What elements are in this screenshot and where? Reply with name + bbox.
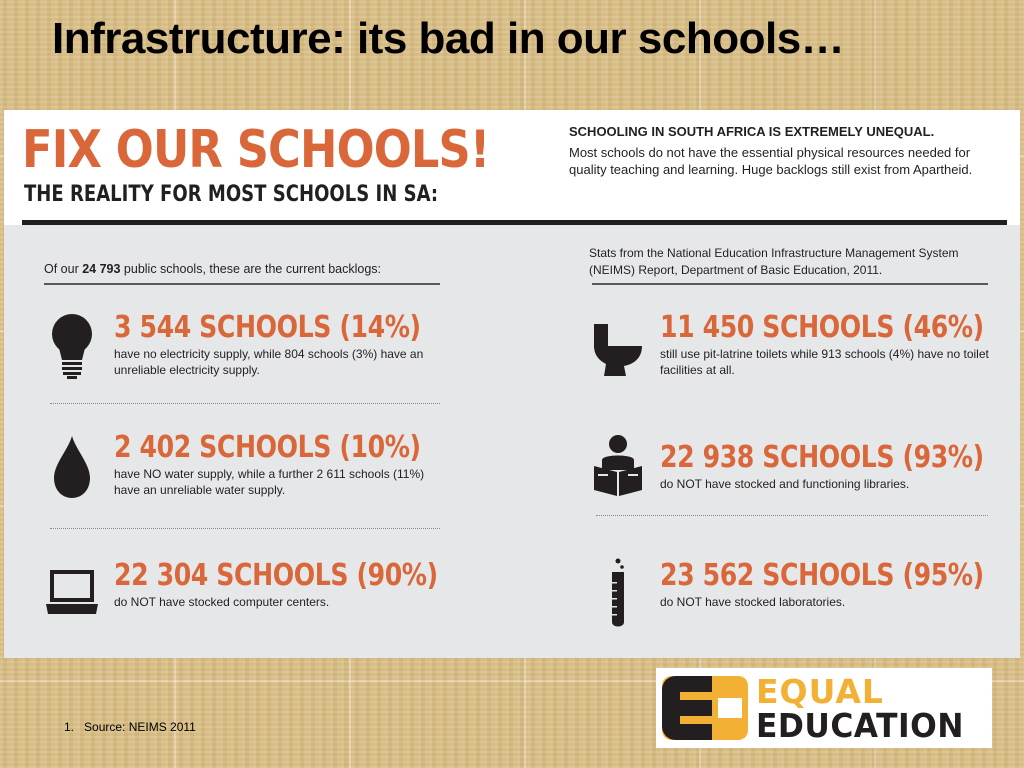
stat-headline: 11 450 SCHOOLS (46%) xyxy=(660,310,984,345)
stat-headline: 3 544 SCHOOLS (14%) xyxy=(114,310,421,345)
toilet-icon xyxy=(590,310,646,382)
equal-education-logo xyxy=(656,668,992,748)
intro-prefix: Of our xyxy=(44,262,83,276)
intro-text xyxy=(44,262,381,276)
unequal-body: Most schools do not have the essential physical resources needed for quality teaching and learning. Huge backlogs still exist from Apartheid. xyxy=(569,145,973,177)
water-drop-icon xyxy=(44,430,100,502)
stat-headline: 23 562 SCHOOLS (95%) xyxy=(660,558,984,593)
left-divider xyxy=(44,283,440,285)
stat-libraries xyxy=(590,430,1000,510)
footnote-number: 1. xyxy=(64,720,75,734)
right-divider xyxy=(592,283,988,285)
lightbulb-icon xyxy=(44,310,100,382)
stat-toilets xyxy=(590,310,1000,390)
stats-panel xyxy=(4,225,1020,658)
infographic-poster xyxy=(4,110,1020,658)
stat-headline: 2 402 SCHOOLS (10%) xyxy=(114,430,421,465)
poster-header xyxy=(4,110,1020,222)
footnote xyxy=(64,720,196,734)
footnote-text: Source: NEIMS 2011 xyxy=(84,720,196,734)
stat-detail: have no electricity supply, while 804 schools (3%) have an unreliable electricity supply. xyxy=(114,347,424,377)
stat-headline: 22 938 SCHOOLS (93%) xyxy=(660,440,984,475)
logo-mark-icon xyxy=(660,674,750,742)
row-divider xyxy=(50,403,440,404)
test-tube-icon xyxy=(590,558,646,630)
intro-suffix: public schools, these are the current backlogs: xyxy=(120,262,382,276)
stat-water xyxy=(44,430,444,510)
stat-headline: 22 304 SCHOOLS (90%) xyxy=(114,558,438,593)
stat-laboratories xyxy=(590,558,1000,638)
stat-detail: still use pit-latrine toilets while 913 schools (4%) have no toilet facilities at all. xyxy=(660,347,989,377)
stat-detail: do NOT have stocked and functioning libraries. xyxy=(660,477,910,491)
row-divider xyxy=(596,515,988,516)
slide-title: Infrastructure: its bad in our schools… xyxy=(52,14,845,63)
reader-icon xyxy=(590,430,646,502)
stat-detail: do NOT have stocked computer centers. xyxy=(114,595,330,609)
stat-detail: do NOT have stocked laboratories. xyxy=(660,595,846,609)
source-text: Stats from the National Education Infrastructure Management System (NEIMS) Report, Department of Basic Education, 2011. xyxy=(589,246,959,277)
stat-electricity xyxy=(44,310,444,390)
row-divider xyxy=(50,528,440,529)
intro-count: 24 793 xyxy=(82,262,121,276)
logo-line-2: EDUCATION xyxy=(756,706,964,745)
laptop-icon xyxy=(44,558,100,630)
poster-subheadline: THE REALITY FOR MOST SCHOOLS IN SA: xyxy=(24,182,439,207)
stat-computers xyxy=(44,558,444,638)
poster-headline: FIX OUR SCHOOLS! xyxy=(22,120,490,180)
unequal-heading: SCHOOLING IN SOUTH AFRICA IS EXTREMELY UNEQUAL. xyxy=(569,124,935,139)
logo-line-1: EQUAL xyxy=(756,672,884,711)
stat-detail: have NO water supply, while a further 2 611 schools (11%) have an unreliable water supply. xyxy=(114,467,425,497)
